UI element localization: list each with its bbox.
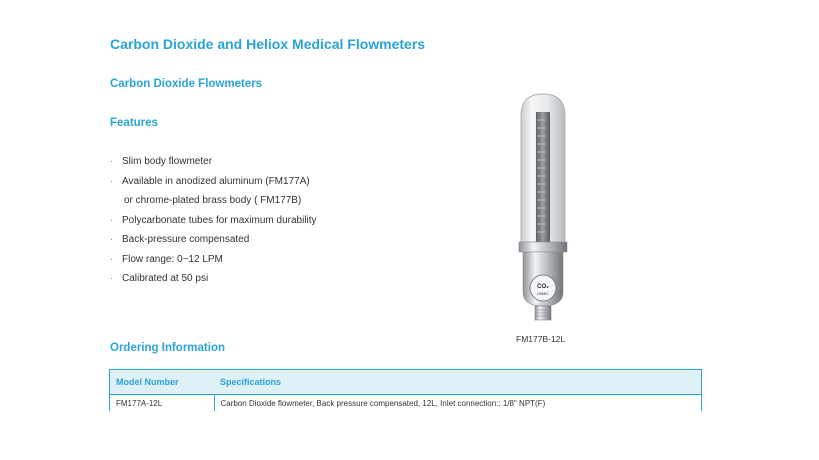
dial-sublabel: OHMIC xyxy=(537,292,549,296)
bullet-icon: · xyxy=(110,253,114,265)
table-header-row xyxy=(110,370,702,395)
feature-item: · Available in anodized aluminum (FM177A) xyxy=(110,175,310,187)
bullet-icon: · xyxy=(110,175,114,187)
bullet-icon: · xyxy=(110,214,114,226)
feature-item: · Slim body flowmeter xyxy=(110,156,213,167)
feature-item: · Calibrated at 50 psi xyxy=(110,273,209,284)
column-header-specifications: Specifications xyxy=(214,370,702,395)
cell-spec: Carbon Dioxide flowmeter, Back pressure compensated, 12L, Inlet connection:: 1/8" NPT(F) xyxy=(214,395,702,412)
table-row xyxy=(110,395,702,412)
feature-item: · Polycarbonate tubes for maximum durability xyxy=(110,214,317,226)
collar xyxy=(519,242,567,252)
feature-item-continuation: or chrome-plated brass body ( FM177B) xyxy=(124,195,302,206)
bullet-icon: · xyxy=(110,156,114,167)
flowmeter-product-image xyxy=(505,92,581,322)
bullet-icon: · xyxy=(110,234,114,245)
feature-item: · Back-pressure compensated xyxy=(110,234,250,245)
features-list xyxy=(110,155,317,292)
bullet-icon: · xyxy=(110,273,114,284)
ordering-table xyxy=(109,369,702,411)
scale-bar xyxy=(536,112,550,242)
page-title: Carbon Dioxide and Heliox Medical Flowmeters xyxy=(110,36,426,52)
section-title: Carbon Dioxide Flowmeters xyxy=(110,78,263,90)
ordering-title: Ordering Information xyxy=(110,342,225,354)
features-title: Features xyxy=(110,117,158,129)
dial-label: CO₂ xyxy=(537,284,549,290)
cell-model: FM177A-12L xyxy=(110,395,215,412)
feature-item: · Flow range: 0~12 LPM xyxy=(110,253,223,265)
product-caption: FM177B-12L xyxy=(516,334,566,344)
column-header-model: Model Number xyxy=(110,370,215,395)
